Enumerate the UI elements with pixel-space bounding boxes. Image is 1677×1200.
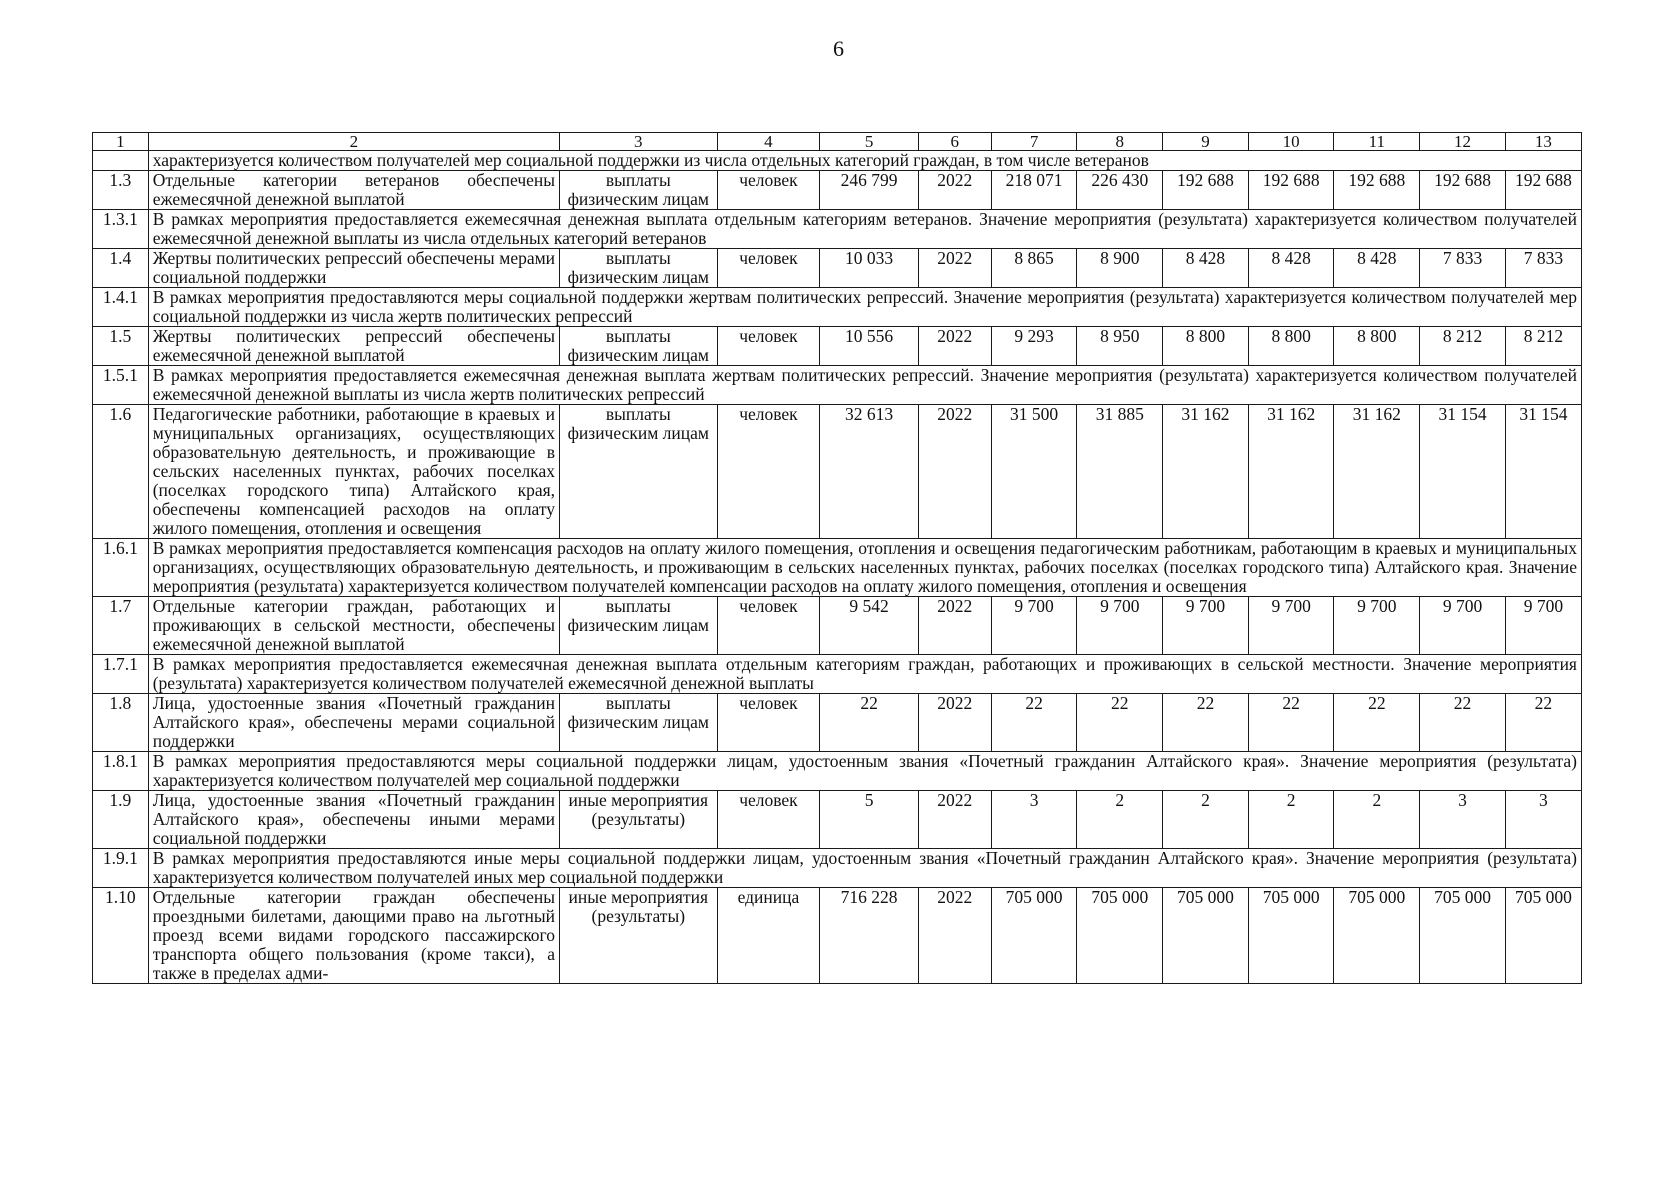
row-code: 1.3.1	[93, 210, 149, 249]
row-value: 8 428	[1248, 249, 1334, 288]
table-row	[93, 694, 1582, 752]
row-code: 1.4.1	[93, 288, 149, 327]
table-row	[93, 327, 1582, 366]
row-value: 705 000	[1420, 888, 1506, 984]
row-value: 9 700	[1077, 597, 1163, 655]
row-value: 192 688	[1505, 171, 1581, 210]
row-description: В рамках мероприятия предоставляются меры социальной поддержки лицам, удостоенным звания «Почетный гражданин Алтайского края». Значение мероприятия (результата) характеризуется количеством получателей мер социальной поддержки	[148, 752, 1581, 791]
row-type: иные мероприятия (результаты)	[560, 791, 717, 849]
row-value: 22	[1420, 694, 1506, 752]
row-base-year: 2022	[918, 327, 991, 366]
row-value: 8 900	[1077, 249, 1163, 288]
column-header: 4	[717, 133, 820, 151]
row-value: 226 430	[1077, 171, 1163, 210]
row-base-value: 9 542	[820, 597, 919, 655]
row-type: выплаты физическим лицам	[560, 171, 717, 210]
column-header: 10	[1248, 133, 1334, 151]
row-description: В рамках мероприятия предоставляется компенсация расходов на оплату жилого помещения, отопления и освещения педагогическим работникам, работающим в краевых и муниципальных организациях, осуществляющих образовательную деятельность, и проживающим в сельских населенных пунктах, рабочих поселках (поселках городского типа) Алтайского края. Значение мероприятия (результата) характеризуется количеством получателей компенсации расходов на оплату жилого помещения, отопления и освещения	[148, 539, 1581, 597]
row-value: 22	[1248, 694, 1334, 752]
row-name: Жертвы политических репрессий обеспечены мерами социальной поддержки	[148, 249, 559, 288]
row-base-year: 2022	[918, 694, 991, 752]
row-value: 7 833	[1420, 249, 1506, 288]
row-name: Лица, удостоенные звания «Почетный гражданин Алтайского края», обеспечены мерами социальной поддержки	[148, 694, 559, 752]
row-base-value: 10 556	[820, 327, 919, 366]
row-type: выплаты физическим лицам	[560, 694, 717, 752]
row-value: 31 154	[1505, 405, 1581, 539]
row-value: 9 700	[1420, 597, 1506, 655]
row-code: 1.9	[93, 791, 149, 849]
indicators-table	[92, 132, 1582, 984]
row-name: Жертвы политических репрессий обеспечены ежемесячной денежной выплатой	[148, 327, 559, 366]
row-code: 1.5	[93, 327, 149, 366]
row-description: В рамках мероприятия предоставляются меры социальной поддержки жертвам политических репрессий. Значение мероприятия (результата) характеризуется количеством получателей мер социальной поддержки из числа жертв политических репрессий	[148, 288, 1581, 327]
row-value: 9 700	[1163, 597, 1249, 655]
table-row	[93, 405, 1582, 539]
row-value: 3	[1420, 791, 1506, 849]
row-type: выплаты физическим лицам	[560, 405, 717, 539]
row-type: выплаты физическим лицам	[560, 327, 717, 366]
column-header: 7	[991, 133, 1077, 151]
row-name: Отдельные категории граждан, работающих и проживающих в сельской местности, обеспечены ежемесячной денежной выплатой	[148, 597, 559, 655]
row-value: 705 000	[1077, 888, 1163, 984]
row-name: Отдельные категории ветеранов обеспечены ежемесячной денежной выплатой	[148, 171, 559, 210]
row-value: 8 428	[1334, 249, 1420, 288]
row-base-value: 716 228	[820, 888, 919, 984]
row-code: 1.3	[93, 171, 149, 210]
row-description: В рамках мероприятия предоставляется ежемесячная денежная выплата жертвам политических репрессий. Значение мероприятия (результата) характеризуется количеством получателей ежемесячной денежной выплаты из числа жертв политических репрессий	[148, 366, 1581, 405]
row-code: 1.9.1	[93, 849, 149, 888]
row-value: 8 950	[1077, 327, 1163, 366]
column-header: 13	[1505, 133, 1581, 151]
row-base-value: 32 613	[820, 405, 919, 539]
row-unit: человек	[717, 327, 820, 366]
column-header: 5	[820, 133, 919, 151]
row-description: В рамках мероприятия предоставляются иные меры социальной поддержки лицам, удостоенным звания «Почетный гражданин Алтайского края». Значение мероприятия (результата) характеризуется количеством получателей иных мер социальной поддержки	[148, 849, 1581, 888]
table-row	[93, 597, 1582, 655]
column-header: 1	[93, 133, 149, 151]
row-base-year: 2022	[918, 171, 991, 210]
row-code: 1.6	[93, 405, 149, 539]
row-value: 22	[1505, 694, 1581, 752]
row-base-value: 246 799	[820, 171, 919, 210]
row-unit: человек	[717, 791, 820, 849]
row-description: В рамках мероприятия предоставляется ежемесячная денежная выплата отдельным категориям ветеранов. Значение мероприятия (результата) характеризуется количеством получателей ежемесячной денежной выплаты из числа отдельных категорий ветеранов	[148, 210, 1581, 249]
row-value: 3	[1505, 791, 1581, 849]
row-base-year: 2022	[918, 249, 991, 288]
row-unit: человек	[717, 694, 820, 752]
row-unit: человек	[717, 249, 820, 288]
row-code: 1.4	[93, 249, 149, 288]
intro-row	[93, 151, 1582, 171]
description-row	[93, 849, 1582, 888]
row-unit: единица	[717, 888, 820, 984]
table-body	[93, 133, 1582, 984]
row-type: иные мероприятия (результаты)	[560, 888, 717, 984]
row-name: Педагогические работники, работающие в краевых и муниципальных организациях, осуществляющих образовательную деятельность, и проживающие в сельских населенных пунктах, рабочих поселках (поселках городского типа) Алтайского края, обеспечены компенсацией расходов на оплату жилого помещения, отопления и освещения	[148, 405, 559, 539]
row-value: 192 688	[1163, 171, 1249, 210]
row-description: В рамках мероприятия предоставляется ежемесячная денежная выплата отдельным категориям граждан, работающих и проживающих в сельской местности. Значение мероприятия (результата) характеризуется количеством получателей ежемесячной денежной выплаты	[148, 655, 1581, 694]
row-code: 1.6.1	[93, 539, 149, 597]
row-base-value: 22	[820, 694, 919, 752]
row-code: 1.7	[93, 597, 149, 655]
table-row	[93, 171, 1582, 210]
row-value: 22	[1334, 694, 1420, 752]
row-value: 192 688	[1248, 171, 1334, 210]
row-value: 8 428	[1163, 249, 1249, 288]
row-value: 705 000	[1505, 888, 1581, 984]
row-value: 3	[991, 791, 1077, 849]
description-row	[93, 752, 1582, 791]
row-value: 22	[991, 694, 1077, 752]
description-row	[93, 366, 1582, 405]
column-header: 12	[1420, 133, 1506, 151]
row-code: 1.8	[93, 694, 149, 752]
row-base-year: 2022	[918, 791, 991, 849]
row-value: 22	[1077, 694, 1163, 752]
row-value: 705 000	[1248, 888, 1334, 984]
row-value: 9 700	[991, 597, 1077, 655]
row-value: 8 865	[991, 249, 1077, 288]
description-row	[93, 655, 1582, 694]
row-value: 22	[1163, 694, 1249, 752]
row-value: 705 000	[1334, 888, 1420, 984]
column-header: 11	[1334, 133, 1420, 151]
table-row	[93, 249, 1582, 288]
row-value: 9 293	[991, 327, 1077, 366]
table-row	[93, 791, 1582, 849]
table-row	[93, 888, 1582, 984]
row-code: 1.10	[93, 888, 149, 984]
row-value: 8 800	[1163, 327, 1249, 366]
column-header: 8	[1077, 133, 1163, 151]
row-value: 2	[1077, 791, 1163, 849]
intro-text: характеризуется количеством получателей мер социальной поддержки из числа отдельных категорий граждан, в том числе ветеранов	[148, 151, 1581, 171]
column-header: 6	[918, 133, 991, 151]
page-number: 6	[833, 36, 844, 61]
row-value: 8 212	[1420, 327, 1506, 366]
column-header: 2	[148, 133, 559, 151]
row-value: 2	[1248, 791, 1334, 849]
row-base-year: 2022	[918, 597, 991, 655]
row-code: 1.5.1	[93, 366, 149, 405]
description-row	[93, 210, 1582, 249]
row-name: Лица, удостоенные звания «Почетный гражданин Алтайского края», обеспечены иными мерами социальной поддержки	[148, 791, 559, 849]
row-value: 7 833	[1505, 249, 1581, 288]
row-value: 31 162	[1248, 405, 1334, 539]
column-header: 3	[560, 133, 717, 151]
header-row	[93, 133, 1582, 151]
row-type: выплаты физическим лицам	[560, 597, 717, 655]
row-base-value: 10 033	[820, 249, 919, 288]
description-row	[93, 539, 1582, 597]
row-value: 8 212	[1505, 327, 1581, 366]
row-value: 31 162	[1334, 405, 1420, 539]
row-value: 31 885	[1077, 405, 1163, 539]
row-type: выплаты физическим лицам	[560, 249, 717, 288]
row-name: Отдельные категории граждан обеспечены проездными билетами, дающими право на льготный проезд всеми видами городского пассажирского транспорта общего пользования (кроме такси), а также в пределах адми-	[148, 888, 559, 984]
row-value: 705 000	[991, 888, 1077, 984]
row-value: 2	[1334, 791, 1420, 849]
row-value: 31 162	[1163, 405, 1249, 539]
row-unit: человек	[717, 171, 820, 210]
column-header: 9	[1163, 133, 1249, 151]
row-value: 218 071	[991, 171, 1077, 210]
row-value: 705 000	[1163, 888, 1249, 984]
row-value: 192 688	[1420, 171, 1506, 210]
row-code-empty	[93, 151, 149, 171]
row-code: 1.7.1	[93, 655, 149, 694]
row-base-value: 5	[820, 791, 919, 849]
description-row	[93, 288, 1582, 327]
row-value: 9 700	[1248, 597, 1334, 655]
row-value: 9 700	[1505, 597, 1581, 655]
row-unit: человек	[717, 597, 820, 655]
row-value: 31 154	[1420, 405, 1506, 539]
row-value: 9 700	[1334, 597, 1420, 655]
row-value: 2	[1163, 791, 1249, 849]
row-value: 8 800	[1248, 327, 1334, 366]
row-value: 8 800	[1334, 327, 1420, 366]
row-value: 31 500	[991, 405, 1077, 539]
row-value: 192 688	[1334, 171, 1420, 210]
row-base-year: 2022	[918, 888, 991, 984]
row-unit: человек	[717, 405, 820, 539]
row-code: 1.8.1	[93, 752, 149, 791]
row-base-year: 2022	[918, 405, 991, 539]
